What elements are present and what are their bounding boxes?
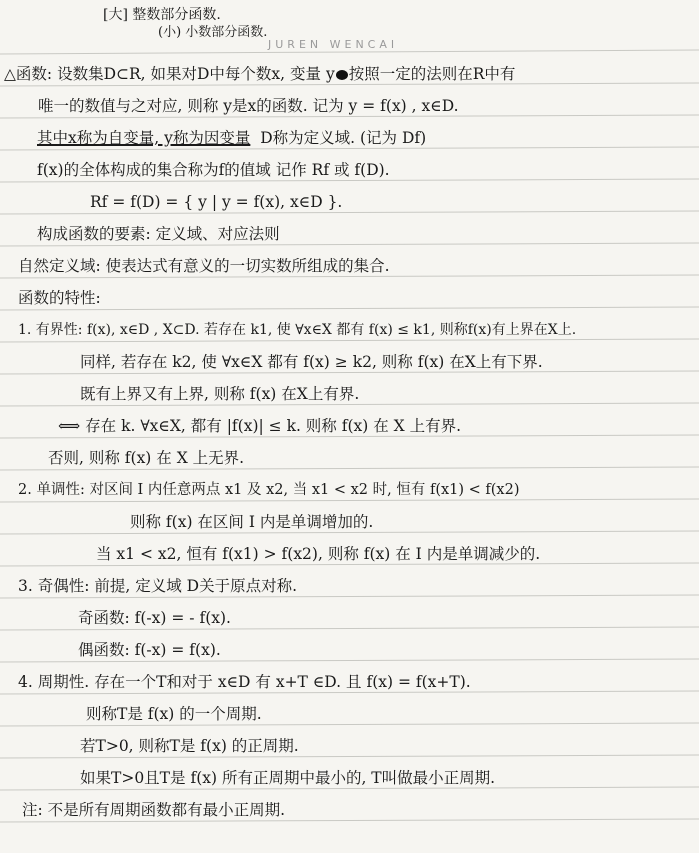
text-line: 构成函数的要素: 定义域、对应法则 <box>37 225 280 243</box>
note-line: 注: 不是所有周期函数都有最小正周期. <box>22 801 286 819</box>
section-heading: 函数的特性: <box>18 289 101 307</box>
text-line: 唯一的数值与之对应, 则称 y是x的函数. 记为 y = f(x) , x∈D. <box>38 97 459 115</box>
text-line: 同样, 若存在 k2, 使 ∀x∈X 都有 f(x) ≥ k2, 则称 f(x) 在X上有下界. <box>80 353 543 371</box>
formula-line: Rf = f(D) = { y | y = f(x), x∈D }. <box>90 193 343 211</box>
text-line: 3. 奇偶性: 前提, 定义域 D关于原点对称. <box>18 577 298 595</box>
notebook-brand: JUREN WENCAI <box>268 38 399 51</box>
text-line: ⟺ 存在 k. ∀x∈X, 都有 |f(x)| ≤ k. 则称 f(x) 在 X 上有界. <box>58 417 462 435</box>
text-line: 若T>0, 则称T是 f(x) 的正周期. <box>80 737 299 755</box>
ink-blot <box>336 70 348 80</box>
text-line: 偶函数: f(-x) = f(x). <box>78 641 221 659</box>
text-line: 自然定义域: 使表达式有意义的一切实数所组成的集合. <box>18 257 390 275</box>
text-line: 如果T>0且T是 f(x) 所有正周期中最小的, T叫做最小正周期. <box>80 769 496 787</box>
text-line: 4. 周期性. 存在一个T和对于 x∈D 有 x+T ∈D. 且 f(x) = f(x+T). <box>18 673 471 691</box>
header-fractional-part: (小) 小数部分函数. <box>158 25 268 40</box>
text-line: 奇函数: f(-x) = - f(x). <box>78 609 231 627</box>
text-line: 2. 单调性: 对区间 I 内任意两点 x1 及 x2, 当 x1 < x2 时, 恒有 f(x1) < f(x2) <box>18 482 520 498</box>
text-line: 当 x1 < x2, 恒有 f(x1) > f(x2), 则称 f(x) 在 I 内是单调减少的. <box>96 545 541 563</box>
text-line: 1. 有界性: f(x), x∈D , X⊂D. 若存在 k1, 使 ∀x∈X 都有 f(x) ≤ k1, 则称f(x)有上界在X上. <box>18 322 577 338</box>
text-line: 否则, 则称 f(x) 在 X 上无界. <box>48 449 245 467</box>
function-definition-line: △函数: 设数集D⊂R, 如果对D中每个数x, 变量 y 按照一定的法则在R中有 <box>4 65 516 83</box>
text-line: 既有上界又有上界, 则称 f(x) 在X上有界. <box>80 385 360 403</box>
text-line: 则称 f(x) 在区间 I 内是单调增加的. <box>130 513 374 531</box>
text-line: 则称T是 f(x) 的一个周期. <box>86 705 262 723</box>
text-line: f(x)的全体构成的集合称为f的值域 记作 Rf 或 f(D). <box>37 161 390 179</box>
header-integer-part: [大] 整数部分函数. <box>103 7 221 23</box>
text-line: 其中x称为自变量, y称为因变量 D称为定义域. (记为 Df) <box>37 129 427 147</box>
